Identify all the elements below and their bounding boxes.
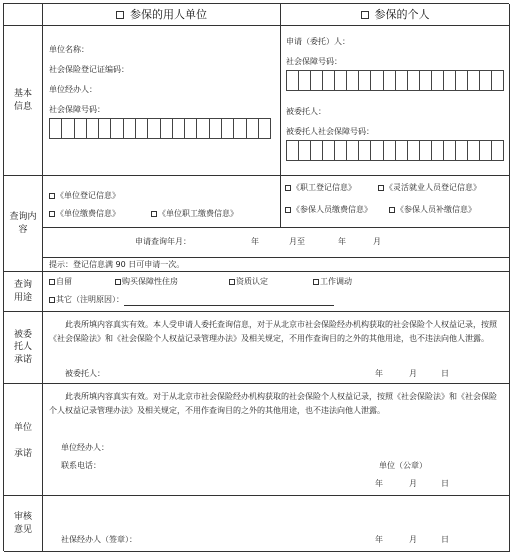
trustee-ssn-label: 被委托人社会保障号码： — [286, 127, 374, 136]
ssn-digit-box[interactable] — [299, 141, 311, 160]
checkbox-icon — [313, 279, 319, 285]
ssn-digit-box[interactable] — [136, 119, 148, 138]
unit-promise-text: 此表所填内容真实有效。对于从北京市社会保险经办机构获取的社会保险个人权益记录，按照《社会保险法》和《社会保险个人权益记录管理办法》及相关规定，不用作查询目的之外的其他用途，也不违法向他人泄露。 — [49, 392, 497, 415]
ssn-digit-box[interactable] — [492, 141, 503, 160]
unit-name-label: 单位名称： — [49, 45, 89, 54]
employer-header-title: 参保的用人单位 — [130, 7, 207, 21]
checkbox-icon — [378, 185, 384, 191]
query-content-label: 查询内容 — [4, 176, 43, 272]
query-note-row — [43, 258, 510, 272]
ssn-digit-box[interactable] — [420, 141, 432, 160]
trustee-day: 日 — [441, 369, 449, 378]
ssn-digit-box[interactable] — [148, 119, 160, 138]
unit-year: 年 — [375, 479, 383, 488]
handler-ssn-input[interactable] — [49, 118, 271, 139]
checkbox-icon — [285, 185, 291, 191]
option-insured-payment[interactable]: 《参保人员缴费信息》 — [285, 204, 372, 216]
ssn-digit-box[interactable] — [111, 119, 123, 138]
unit-phone-label: 联系电话： — [61, 461, 101, 470]
purpose-self[interactable]: 自留 — [49, 276, 72, 288]
ssn-digit-box[interactable] — [287, 141, 299, 160]
ssn-digit-box[interactable] — [87, 119, 99, 138]
individual-query-options — [281, 176, 510, 228]
ssn-digit-box[interactable] — [396, 141, 408, 160]
ssn-digit-box[interactable] — [359, 71, 371, 90]
ssn-digit-box[interactable] — [335, 71, 347, 90]
ssn-digit-box[interactable] — [234, 119, 246, 138]
review-signer-label: 社保经办人（签章）： — [61, 535, 137, 544]
unit-promise-cell — [43, 384, 510, 496]
trustee-promise-cell — [43, 312, 510, 384]
purpose-qualification[interactable]: 资质认定 — [229, 276, 268, 288]
applicant-label: 申请（委托）人： — [286, 37, 350, 46]
ssn-digit-box[interactable] — [432, 141, 444, 160]
ssn-digit-box[interactable] — [323, 71, 335, 90]
trustee-promise-text: 此表所填内容真实有效。本人受申请人委托查询信息，对于从北京市社会保险经办机构获取的社会保险个人权益记录，按照《社会保险法》和《社会保险个人权益记录管理办法》及相关规定，不用作查询目的之外的其他用途，也不违法向他人泄露。 — [49, 320, 497, 343]
ssn-digit-box[interactable] — [323, 141, 335, 160]
unit-promise-label-bottom: 承诺 — [13, 449, 32, 459]
ssn-digit-box[interactable] — [50, 119, 62, 138]
query-application-form — [3, 3, 509, 551]
query-purpose-options — [43, 272, 510, 312]
review-day: 日 — [441, 535, 449, 544]
ssn-digit-box[interactable] — [173, 119, 185, 138]
checkbox-icon — [49, 297, 55, 303]
ssn-digit-box[interactable] — [99, 119, 111, 138]
ssn-digit-box[interactable] — [408, 141, 420, 160]
trustee-promise-label: 被委托人承诺 — [4, 312, 43, 384]
purpose-transfer[interactable]: 工作调动 — [313, 276, 352, 288]
option-unit-registration[interactable]: 《单位登记信息》 — [49, 190, 120, 202]
ssn-digit-box[interactable] — [197, 119, 209, 138]
ssn-digit-box[interactable] — [185, 119, 197, 138]
employer-header — [43, 4, 281, 26]
employer-checkbox[interactable] — [116, 11, 124, 19]
ssn-digit-box[interactable] — [299, 71, 311, 90]
ssn-digit-box[interactable] — [456, 71, 468, 90]
ssn-digit-box[interactable] — [468, 71, 480, 90]
checkbox-icon — [229, 279, 235, 285]
ssn-digit-box[interactable] — [371, 141, 383, 160]
ssn-digit-box[interactable] — [287, 71, 299, 90]
individual-checkbox[interactable] — [361, 11, 369, 19]
checkbox-icon — [49, 193, 55, 199]
ssn-digit-box[interactable] — [396, 71, 408, 90]
query-purpose-label: 查询用途 — [4, 272, 43, 312]
checkbox-icon — [49, 279, 55, 285]
ssn-digit-box[interactable] — [311, 141, 323, 160]
ssn-digit-box[interactable] — [371, 71, 383, 90]
ssn-digit-box[interactable] — [480, 141, 492, 160]
purpose-other[interactable]: 其它（注明原因）： — [49, 294, 334, 306]
review-month: 月 — [409, 535, 417, 544]
ssn-digit-box[interactable] — [311, 71, 323, 90]
checkbox-icon — [49, 211, 55, 217]
trustee-ssn-input[interactable] — [286, 140, 504, 161]
ssn-digit-box[interactable] — [456, 141, 468, 160]
employer-query-options — [43, 176, 281, 228]
applicant-ssn-label: 社会保障号码： — [286, 57, 342, 66]
option-insured-back-payment[interactable]: 《参保人员补缴信息》 — [389, 204, 476, 216]
ssn-digit-box[interactable] — [161, 119, 173, 138]
ssn-digit-box[interactable] — [492, 71, 503, 90]
ssn-digit-box[interactable] — [420, 71, 432, 90]
basic-info-label: 基本信息 — [4, 26, 43, 176]
ssn-digit-box[interactable] — [468, 141, 480, 160]
trustee-year: 年 — [375, 369, 383, 378]
checkbox-icon — [285, 207, 291, 213]
ssn-digit-box[interactable] — [75, 119, 87, 138]
ssn-digit-box[interactable] — [359, 141, 371, 160]
ssn-digit-box[interactable] — [384, 71, 396, 90]
employer-basic-info — [43, 26, 281, 176]
ssn-digit-box[interactable] — [62, 119, 74, 138]
review-label: 审核意见 — [4, 496, 43, 552]
unit-handler-label: 单位经办人： — [49, 85, 97, 94]
individual-basic-info — [281, 26, 510, 176]
option-unit-payment[interactable]: 《单位缴费信息》 — [49, 208, 120, 220]
unit-handler-sign-label: 单位经办人： — [61, 443, 109, 452]
ssn-digit-box[interactable] — [408, 71, 420, 90]
query-period-row — [43, 228, 510, 258]
trustee-label: 被委托人： — [286, 107, 326, 116]
period-year-1: 年 — [251, 237, 259, 246]
header-blank-cell — [4, 4, 43, 26]
ssn-digit-box[interactable] — [432, 71, 444, 90]
ssn-digit-box[interactable] — [247, 119, 259, 138]
unit-month: 月 — [409, 479, 417, 488]
ssn-digit-box[interactable] — [444, 71, 456, 90]
ssn-digit-box[interactable] — [259, 119, 270, 138]
handler-ssn-label: 社会保障号码： — [49, 105, 105, 114]
checkbox-icon — [389, 207, 395, 213]
period-month-to: 月至 — [289, 237, 305, 246]
social-reg-code-label: 社会保险登记证编码： — [49, 65, 129, 74]
applicant-ssn-input[interactable] — [286, 70, 504, 91]
ssn-digit-box[interactable] — [124, 119, 136, 138]
unit-seal-label: 单位（公章） — [379, 461, 427, 470]
ssn-digit-box[interactable] — [335, 141, 347, 160]
option-staff-registration[interactable]: 《职工登记信息》 — [285, 182, 356, 194]
ssn-digit-box[interactable] — [347, 71, 359, 90]
purpose-housing[interactable]: 购买保障性住房 — [115, 276, 178, 288]
individual-header — [281, 4, 510, 26]
option-unit-staff-payment[interactable]: 《单位职工缴费信息》 — [151, 208, 238, 220]
unit-promise-label — [4, 384, 43, 496]
checkbox-icon — [151, 211, 157, 217]
ssn-digit-box[interactable] — [210, 119, 222, 138]
ssn-digit-box[interactable] — [444, 141, 456, 160]
individual-header-title: 参保的个人 — [374, 7, 430, 21]
unit-promise-label-top: 单位 — [13, 423, 32, 433]
query-period-label: 申请查询年月： — [135, 237, 191, 246]
ssn-digit-box[interactable] — [347, 141, 359, 160]
other-reason-input[interactable] — [124, 305, 334, 306]
ssn-digit-box[interactable] — [384, 141, 396, 160]
period-year-2: 年 — [338, 237, 346, 246]
trustee-month: 月 — [409, 369, 417, 378]
ssn-digit-box[interactable] — [480, 71, 492, 90]
review-year: 年 — [375, 535, 383, 544]
query-note: 提示：登记信息满 90 日可申请一次。 — [49, 260, 185, 269]
unit-day: 日 — [441, 479, 449, 488]
review-cell — [43, 496, 510, 552]
checkbox-icon — [115, 279, 121, 285]
trustee-signer-label: 被委托人： — [65, 369, 105, 378]
option-flexible-registration[interactable]: 《灵活就业人员登记信息》 — [378, 182, 481, 194]
period-month-2: 月 — [373, 237, 381, 246]
ssn-digit-box[interactable] — [222, 119, 234, 138]
